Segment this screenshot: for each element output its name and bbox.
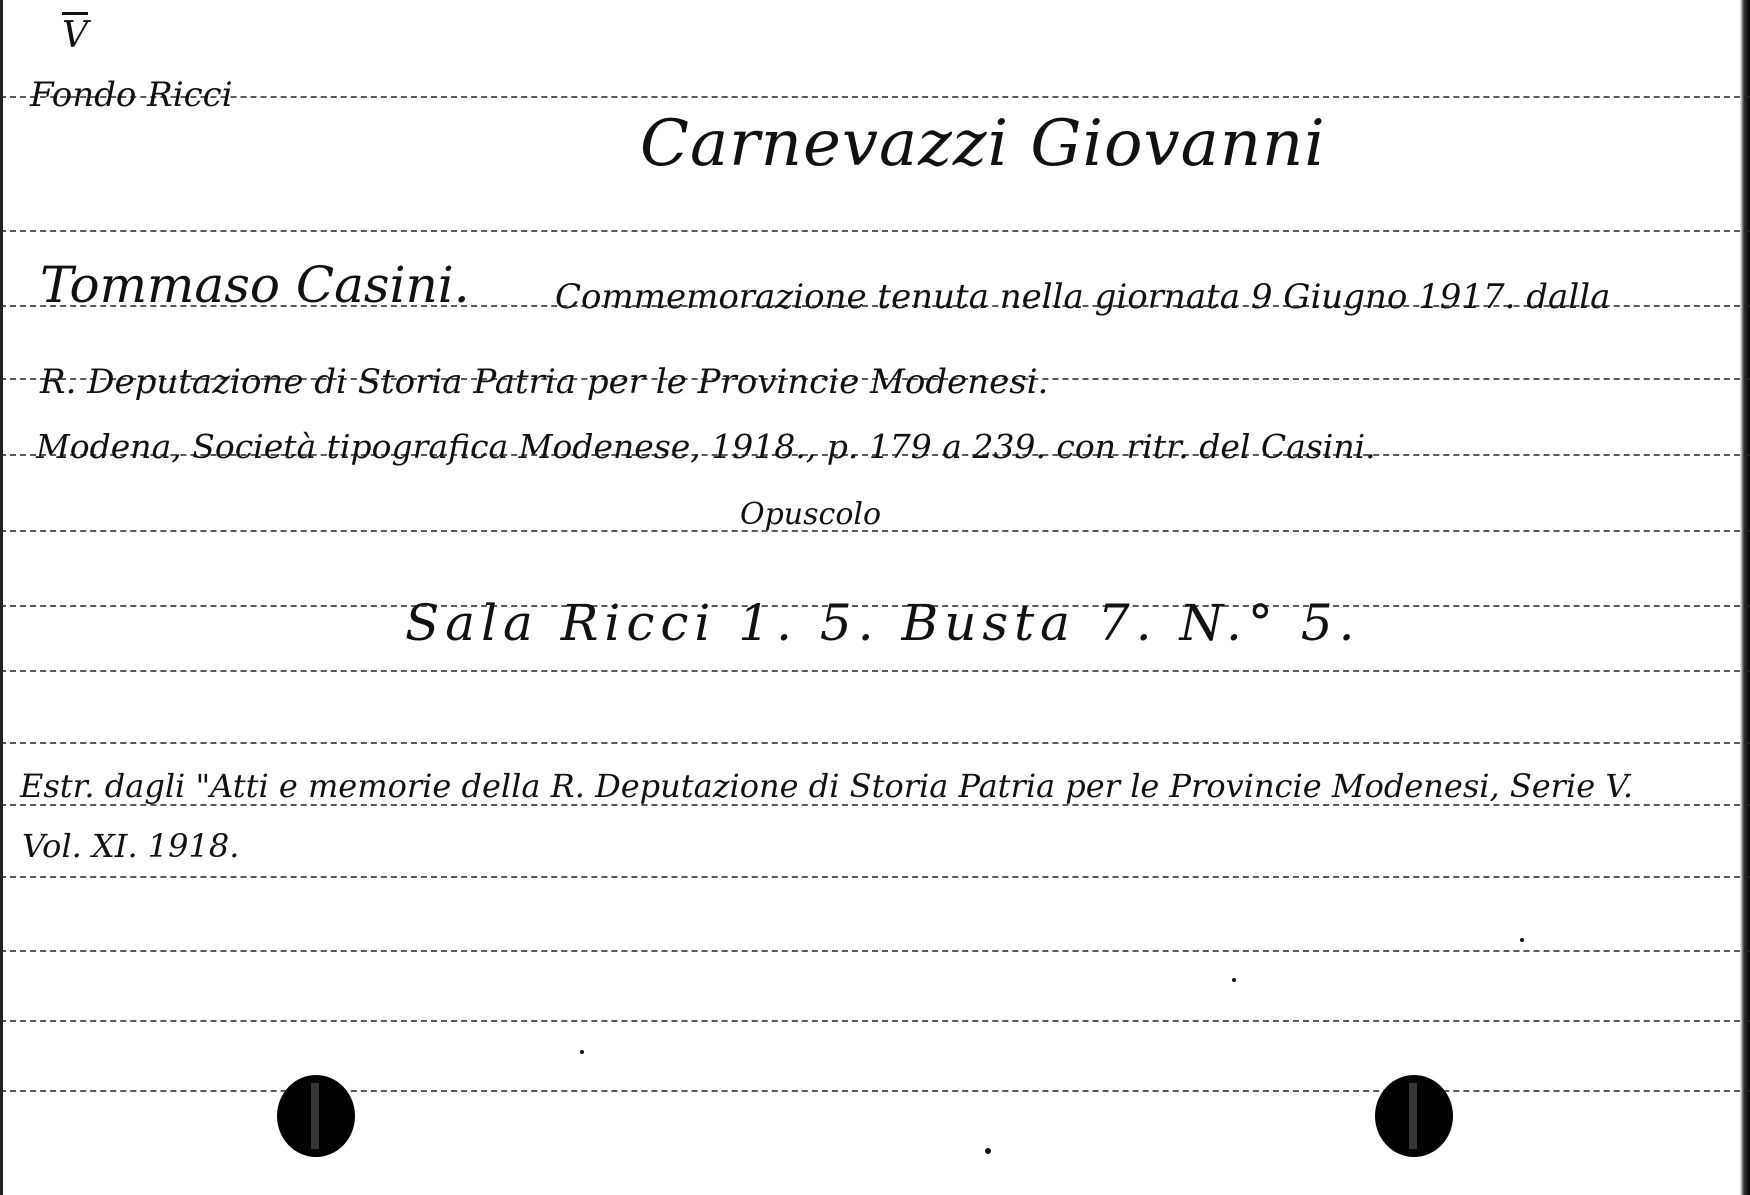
- publication-line: Modena, Società tipografica Modenese, 1918., p. 179 a 239. con ritr. del Casini.: [36, 427, 1376, 466]
- ink-speck: [1520, 938, 1524, 942]
- volume-note: Vol. XI. 1918.: [22, 827, 240, 865]
- card-heading: Carnevazzi Giovanni: [640, 107, 1326, 181]
- shelf-location: Sala Ricci 1. 5. Busta 7. N.° 5.: [405, 594, 1361, 652]
- section-numeral: $\overline{V}$: [62, 15, 88, 56]
- ruled-line: [0, 96, 1750, 98]
- collection-label: Fondo Ricci: [30, 75, 233, 115]
- description-line: R. Deputazione di Storia Patria per le Provincie Modenesi.: [40, 362, 1049, 402]
- ink-speck: [985, 1148, 991, 1154]
- ruled-line: [0, 742, 1750, 744]
- punch-hole: [1375, 1075, 1453, 1157]
- ruled-line: [0, 876, 1750, 878]
- description-line: Commemorazione tenuta nella giornata 9 Giugno 1917. dalla: [555, 277, 1611, 317]
- ruled-line: [0, 950, 1750, 952]
- ink-speck: [1232, 978, 1236, 982]
- extract-note: Estr. dagli "Atti e memorie della R. Deputazione di Storia Patria per le Provincie Modenesi, Serie V.: [20, 767, 1633, 805]
- ruled-line: [0, 230, 1750, 232]
- ink-speck: [580, 1050, 584, 1054]
- punch-hole: [277, 1075, 355, 1157]
- item-type: Opuscolo: [740, 497, 882, 532]
- card-left-edge: [0, 0, 3, 1195]
- ruled-line: [0, 1090, 1750, 1092]
- author-name: Tommaso Casini.: [40, 256, 470, 314]
- ruled-line: [0, 670, 1750, 672]
- card-right-edge: [1740, 0, 1750, 1195]
- ruled-line: [0, 1020, 1750, 1022]
